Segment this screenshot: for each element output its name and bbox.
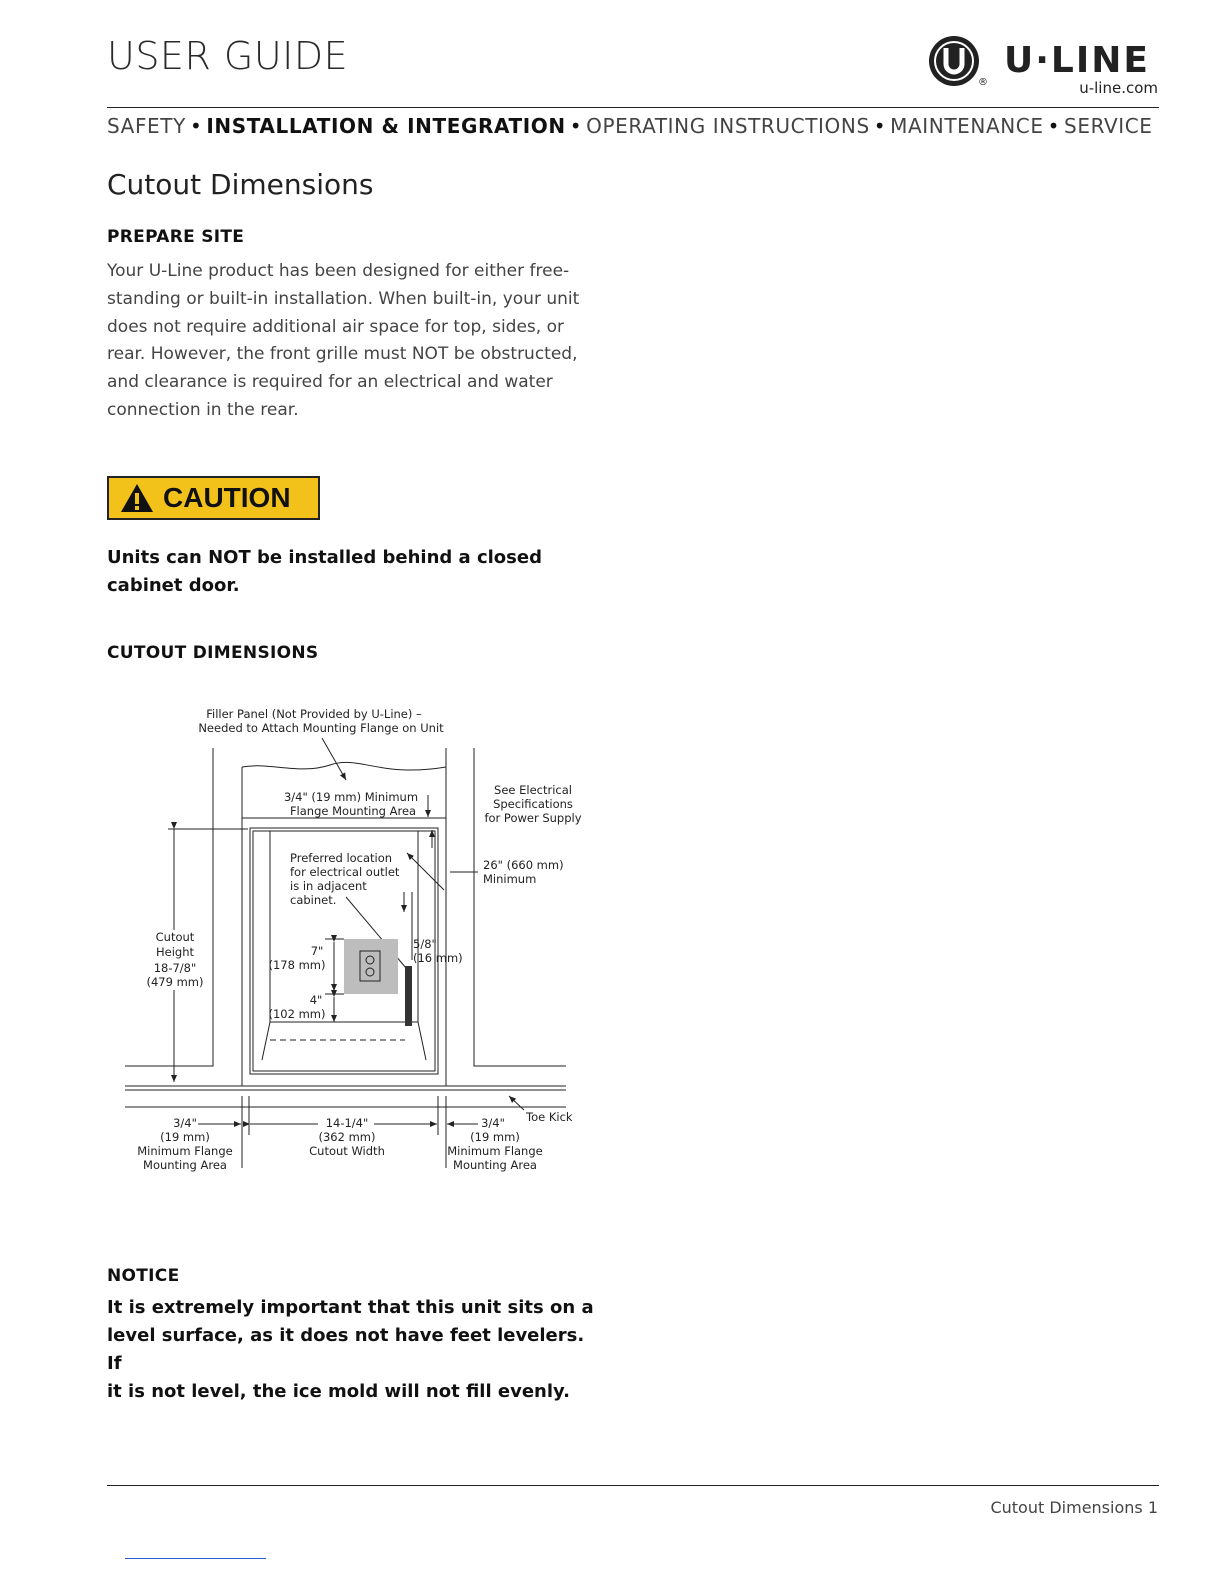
uline-logo-icon	[928, 35, 980, 87]
label-four-2: (102 mm)	[268, 1007, 326, 1021]
prepare-site-heading: PREPARE SITE	[107, 227, 245, 247]
label-seven-2: (178 mm)	[268, 958, 326, 972]
header-divider	[107, 107, 1159, 108]
label-four-1: 4"	[309, 993, 323, 1007]
label-flange-top-2: Flange Mounting Area	[289, 804, 417, 818]
label-right-flange-2: (19 mm)	[470, 1130, 520, 1144]
brand-wordmark: U·LINE	[1004, 40, 1150, 81]
text-line: connection in the rear.	[107, 399, 299, 420]
notice-heading: NOTICE	[107, 1266, 180, 1286]
label-elec-2: Specifications	[493, 797, 573, 811]
text-line: standing or built-in installation. When built-in, your unit	[107, 288, 580, 309]
nav-separator: •	[1047, 114, 1061, 138]
label-height-1: Cutout	[155, 930, 195, 944]
label-left-flange-1: 3/4"	[173, 1116, 197, 1130]
text-line: level surface, as it does not have feet levelers. If	[107, 1325, 585, 1374]
label-flange-top-1: 3/4" (19 mm) Minimum	[283, 790, 419, 804]
label-width-1: 14-1/4"	[325, 1116, 369, 1130]
warning-icon	[120, 483, 154, 513]
label-elec-3: for Power Supply	[484, 811, 582, 825]
uline-logo[interactable]	[928, 35, 1160, 97]
text-line: Your U-Line product has been designed for either free-	[107, 261, 570, 281]
nav-item-safety[interactable]: SAFETY	[107, 114, 186, 138]
cutout-diagram	[120, 700, 590, 1180]
notice-text	[107, 1294, 597, 1406]
text-line: Units can NOT be installed behind a closed	[107, 547, 542, 568]
label-width-2: (362 mm)	[318, 1130, 376, 1144]
nav-item-service[interactable]: SERVICE	[1064, 114, 1153, 138]
label-pref-3: is in adjacent	[290, 879, 367, 893]
label-right-flange-1: 3/4"	[481, 1116, 505, 1130]
nav-separator: •	[873, 114, 887, 138]
label-height-2: Height	[155, 945, 195, 959]
label-filler-2: Needed to Attach Mounting Flange on Unit	[198, 721, 444, 735]
label-width-3: Cutout Width	[309, 1144, 385, 1158]
label-depth-2: Minimum	[483, 872, 537, 886]
label-elec-1: See Electrical	[494, 783, 572, 797]
label-pref-1: Preferred location	[290, 851, 393, 865]
nav-separator: •	[189, 114, 203, 138]
brand-url[interactable]: u-line.com	[1079, 79, 1158, 97]
nav-separator: •	[569, 114, 583, 138]
label-pref-2: for electrical outlet	[290, 865, 400, 879]
label-pref-4: cabinet.	[290, 893, 337, 907]
label-fiveeighth-2: (16 mm)	[413, 951, 463, 965]
nav-item-operating[interactable]: OPERATING INSTRUCTIONS	[586, 114, 870, 138]
nav-item-maintenance[interactable]: MAINTENANCE	[890, 114, 1044, 138]
cutout-dimensions-heading: CUTOUT DIMENSIONS	[107, 643, 319, 663]
text-line: does not require additional air space for top, sides, or	[107, 316, 564, 337]
outlet-area	[344, 939, 398, 994]
guide-title: USER GUIDE	[107, 34, 349, 78]
text-line: and clearance is required for an electrical and water	[107, 372, 553, 393]
caution-label: CAUTION	[163, 482, 291, 513]
label-right-flange-4: Mounting Area	[453, 1158, 537, 1172]
label-height-4: (479 mm)	[146, 975, 204, 989]
label-filler-1: Filler Panel (Not Provided by U-Line) –	[206, 707, 422, 721]
text-line: It is extremely important that this unit sits on a	[107, 1297, 594, 1318]
registered-mark: ®	[978, 77, 988, 88]
label-toe-kick: Toe Kick	[526, 1110, 573, 1124]
label-left-flange-2: (19 mm)	[160, 1130, 210, 1144]
nav-item-installation[interactable]: INSTALLATION & INTEGRATION	[206, 114, 566, 138]
text-line: rear. However, the front grille must NOT be obstructed,	[107, 344, 578, 365]
label-fiveeighth-1: 5/8"	[413, 937, 437, 951]
footer-link-underline[interactable]	[125, 1558, 266, 1559]
footer-page-label: Cutout Dimensions 1	[990, 1498, 1158, 1517]
page-title: Cutout Dimensions	[107, 168, 374, 201]
label-right-flange-3: Minimum Flange	[447, 1144, 543, 1158]
text-line: cabinet door.	[107, 575, 240, 596]
section-nav	[107, 114, 1159, 138]
caution-badge	[107, 476, 320, 520]
label-depth-1: 26" (660 mm)	[483, 858, 564, 872]
label-left-flange-3: Minimum Flange	[137, 1144, 233, 1158]
label-left-flange-4: Mounting Area	[143, 1158, 227, 1172]
label-seven-1: 7"	[310, 944, 324, 958]
footer-divider	[107, 1485, 1159, 1486]
text-line: it is not level, the ice mold will not fill evenly.	[107, 1381, 570, 1402]
label-height-3: 18-7/8"	[153, 961, 197, 975]
caution-text	[107, 544, 597, 600]
prepare-site-text	[107, 258, 592, 425]
